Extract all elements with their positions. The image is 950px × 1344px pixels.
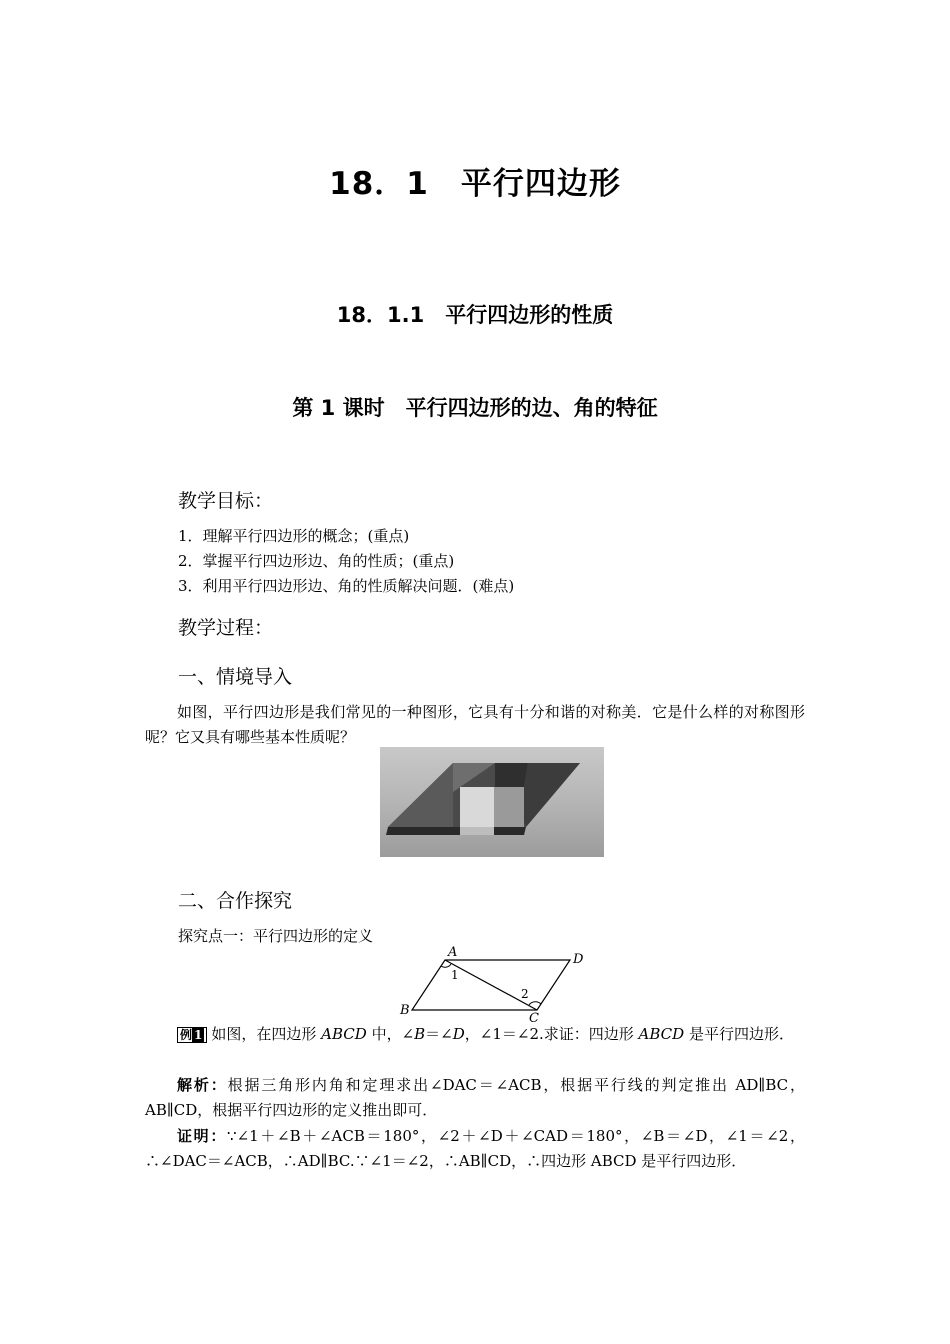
- diagonal-ac: [445, 960, 537, 1010]
- section2-subheading: 探究点一：平行四边形的定义: [178, 927, 374, 945]
- objective-item: 2．掌握平行四边形边、角的性质；(重点): [178, 552, 455, 570]
- angle-2-arc: [529, 1002, 541, 1005]
- label-b: B: [400, 1003, 410, 1018]
- process-heading: 教学过程：: [178, 617, 274, 639]
- analysis-block: [145, 1073, 805, 1123]
- objectives-heading: 教学目标：: [178, 490, 274, 512]
- section1-heading: 一、情境导入: [178, 666, 293, 688]
- analysis-text: 根据三角形内角和定理求出∠DAC＝∠ACB，根据平行线的判定推出 AD∥BC，AB∥CD，根据平行四边形的定义推出即可．: [145, 1076, 805, 1119]
- section1-paragraph: 如图，平行四边形是我们常见的一种图形，它具有十分和谐的对称美．它是什么样的对称图形呢？它又具有哪些基本性质呢？: [145, 703, 805, 746]
- label-d: D: [573, 952, 584, 967]
- label-angle-1: 1: [451, 968, 459, 982]
- proof-label: 证明：: [177, 1127, 228, 1145]
- example-badge: 例 1: [177, 1027, 207, 1043]
- section1-text: [145, 700, 805, 750]
- label-c: C: [529, 1011, 539, 1022]
- label-angle-2: 2: [521, 987, 529, 1001]
- page-title: 18．1 平行四边形: [329, 166, 621, 202]
- proof-text: ∵∠1＋∠B＋∠ACB＝180°，∠2＋∠D＋∠CAD＝180°，∠B＝∠D，∠1＝∠2，∴∠DAC＝∠ACB，∴AD∥BC.∵∠1＝∠2，∴AB∥CD，∴四边形 ABCD 是平行四边形．: [145, 1127, 805, 1170]
- proof-block: [145, 1124, 805, 1174]
- lesson-title: 第 1 课时 平行四边形的边、角的特征: [292, 396, 658, 420]
- parallelogram-photo: [380, 747, 604, 857]
- section2-heading: 二、合作探究: [178, 890, 293, 912]
- label-a: A: [448, 945, 458, 960]
- tangram-photo-image: [380, 747, 604, 857]
- objective-item: 1．理解平行四边形的概念；(重点): [178, 527, 410, 545]
- objective-item: 3．利用平行四边形边、角的性质解决问题．(难点): [178, 577, 515, 595]
- analysis-label: 解析：: [177, 1076, 228, 1094]
- section-title: 18．1.1 平行四边形的性质: [336, 303, 614, 327]
- parallelogram-figure: [395, 942, 595, 1022]
- parallelogram-diagram: [395, 942, 595, 1022]
- example-1: 例 1 如图，在四边形 ABCD 中，∠B＝∠D，∠1＝∠2.求证：四边形 ABCD 是平行四边形．: [145, 1022, 805, 1047]
